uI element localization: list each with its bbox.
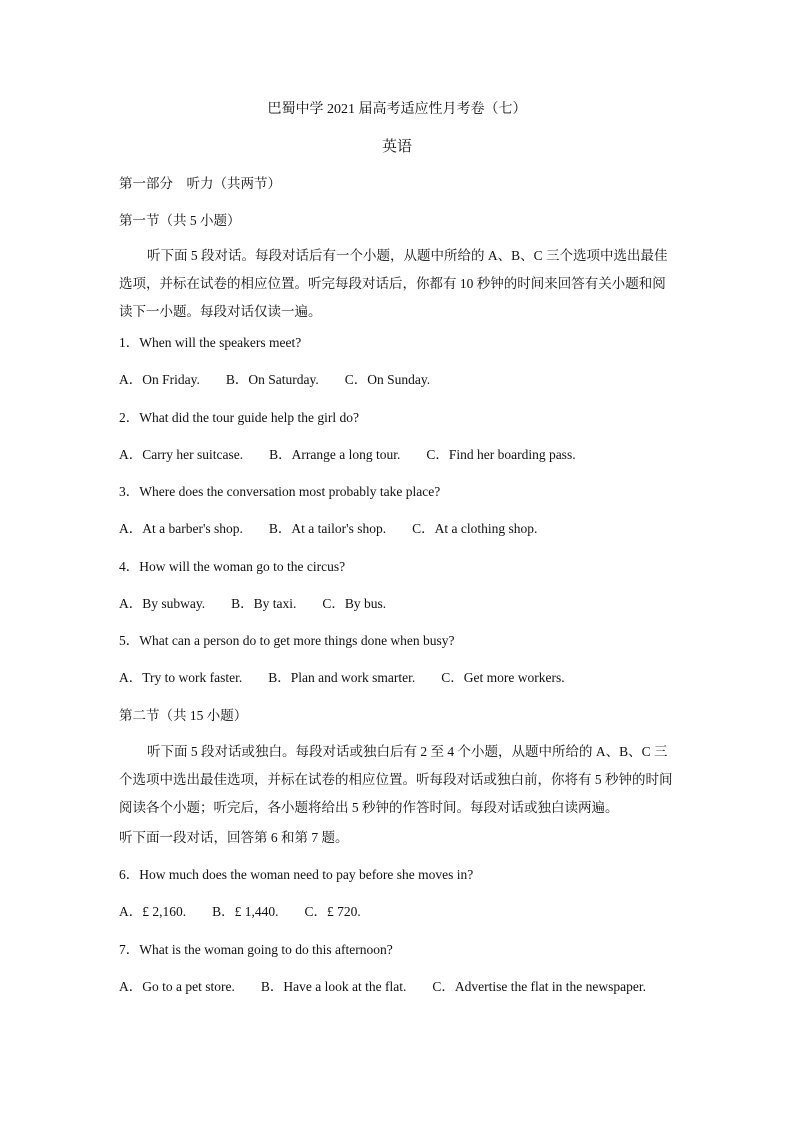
option-a: A．By subway.	[119, 596, 206, 611]
question-stem: 5．What can a person do to get more things done when busy?	[119, 633, 455, 648]
question-options	[119, 519, 537, 539]
option-c: C．By bus.	[322, 596, 387, 611]
section2-instructions: 听下面 5 段对话或独白。每段对话或独白后有 2 至 4 个小题，从题中所给的 A、B、C 三个选项中选出最佳选项，并标在试卷的相应位置。听每段对话或独白前，你将有 5 秒钟的时间阅读各个小题；听完后，各小题将给出 5 秒钟的作答时间。每段对话或独白读两遍。	[119, 744, 673, 815]
question-options	[119, 594, 386, 614]
option-a: A．£ 2,160.	[119, 904, 187, 919]
option-c: C．On Sunday.	[344, 372, 431, 387]
section1-heading: 第一节（共 5 小题）	[119, 213, 241, 228]
option-b: B．On Saturday.	[225, 372, 319, 387]
option-b: B．Plan and work smarter.	[268, 670, 416, 685]
option-c: C．Get more workers.	[441, 670, 565, 685]
option-b: B．Have a look at the flat.	[260, 979, 407, 994]
option-b: B．£ 1,440.	[212, 904, 279, 919]
option-b: B．By taxi.	[231, 596, 297, 611]
option-a: A．Go to a pet store.	[119, 979, 235, 994]
part1-heading: 第一部分 听力（共两节）	[119, 176, 281, 191]
question-stem: 1．When will the speakers meet?	[119, 335, 302, 350]
question-options	[119, 370, 430, 390]
question-stem: 2．What did the tour guide help the girl do?	[119, 410, 359, 425]
question-options	[119, 668, 565, 688]
option-b: B．At a tailor's shop.	[268, 521, 387, 536]
option-a: A．At a barber's shop.	[119, 521, 243, 536]
option-a: A．Try to work faster.	[119, 670, 243, 685]
section1-instructions: 听下面 5 段对话。每段对话后有一个小题，从题中所给的 A、B、C 三个选项中选出最佳选项，并标在试卷的相应位置。听完每段对话后，你都有 10 秒钟的时间来回答有关小题和阅读下一小题。每段对话仅读一遍。	[119, 248, 668, 319]
option-c: C．At a clothing shop.	[412, 521, 538, 536]
question-stem: 4．How will the woman go to the circus?	[119, 559, 346, 574]
option-c: C．Find her boarding pass.	[426, 447, 576, 462]
option-c: C．£ 720.	[304, 904, 361, 919]
subject-title: 英语	[381, 139, 412, 155]
option-a: A．Carry her suitcase.	[119, 447, 244, 462]
option-b: B．Arrange a long tour.	[269, 447, 401, 462]
question-stem: 3．Where does the conversation most probably take place?	[119, 484, 441, 499]
question-options	[119, 977, 646, 997]
section2-heading: 第二节（共 15 小题）	[119, 708, 248, 723]
question-options	[119, 445, 576, 465]
dialogue-sub-heading: 听下面一段对话，回答第 6 和第 7 题。	[119, 830, 349, 845]
option-c: C．Advertise the flat in the newspaper.	[432, 979, 647, 994]
question-options	[119, 902, 361, 922]
option-a: A．On Friday.	[119, 372, 200, 387]
question-stem: 7．What is the woman going to do this afternoon?	[119, 942, 393, 957]
exam-title: 巴蜀中学 2021 届高考适应性月考卷（七）	[267, 102, 527, 117]
question-stem: 6．How much does the woman need to pay before she moves in?	[119, 867, 474, 882]
